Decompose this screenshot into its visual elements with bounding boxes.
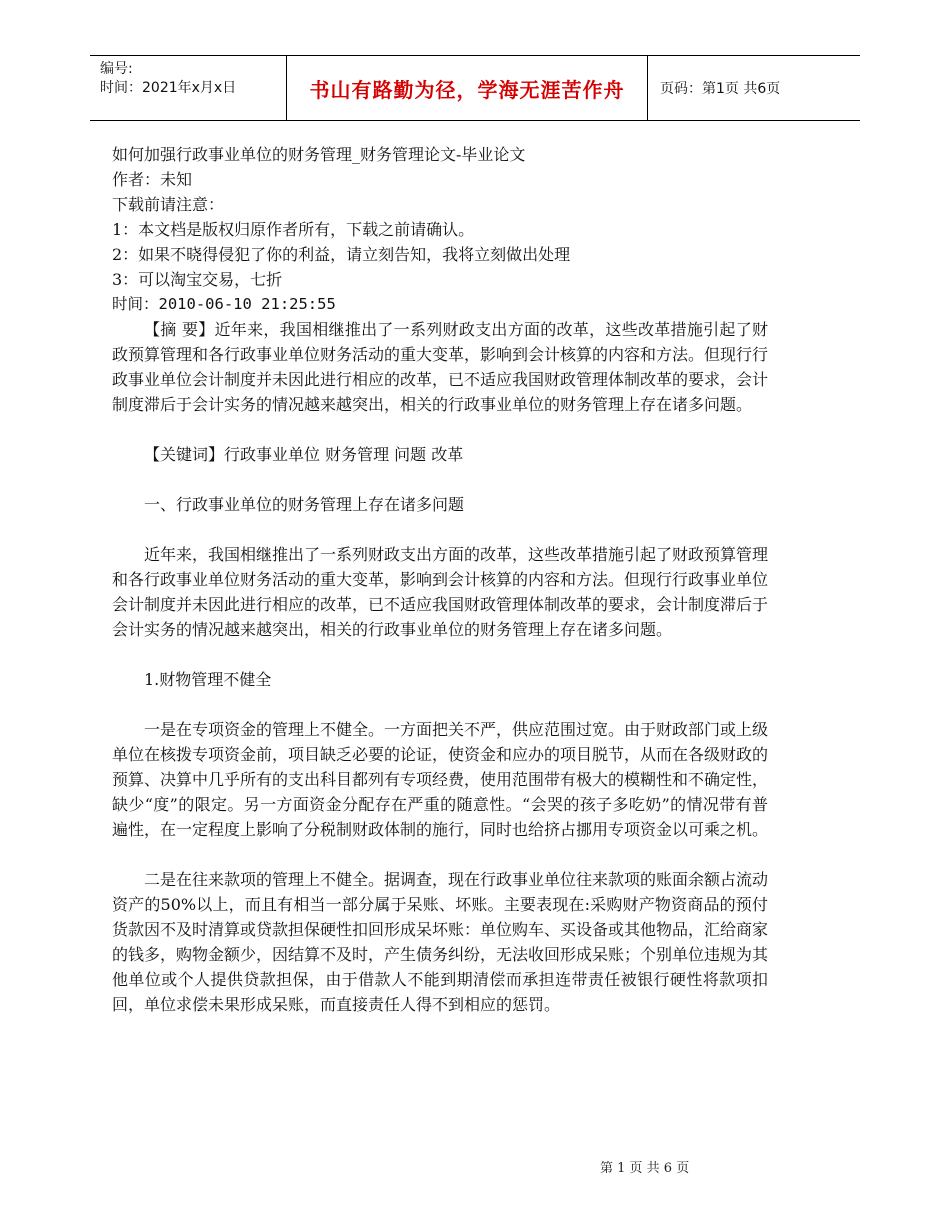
notice-title: 下载前请注意： — [112, 195, 225, 214]
document-title: 如何加强行政事业单位的财务管理_财务管理论文-毕业论文 — [112, 145, 526, 164]
notice-item-3: 3：可以淘宝交易，七折 — [112, 270, 283, 289]
section-heading-1: 一、行政事业单位的财务管理上存在诸多问题 — [144, 495, 465, 514]
notice-item-2: 2：如果不晓得侵犯了你的利益，请立刻告知，我将立刻做出处理 — [112, 245, 571, 264]
header-motto-cell — [286, 56, 648, 120]
page-header — [90, 55, 860, 121]
header-info — [90, 56, 286, 120]
page-footer: 第 1 页 共 6 页 — [600, 1161, 690, 1176]
author-line: 作者：未知 — [112, 170, 193, 189]
keywords-line: 【关键词】行政事业单位 财务管理 问题 改革 — [144, 445, 464, 464]
document-body — [112, 142, 768, 1017]
body-paragraph-1: 近年来，我国相继推出了一系列财政支出方面的改革，这些改革措施引起了财政预算管理和各行政事业单位财务活动的重大变革，影响到会计核算的内容和方法。但现行行政事业单位会计制度并未因此进行相应的改革，已不适应我国财政管理体制改革的要求，会计制度滞后于会计实务的情况越来越突出，相关的行政事业单位的财务管理上存在诸多问题。 — [112, 545, 769, 639]
header-page-cell — [648, 56, 860, 120]
number-label: 编号: — [100, 61, 133, 77]
time-line: 时间：2010-06-10 21:25:55 — [112, 295, 336, 313]
notice-item-1: 1：本文档是版权归原作者所有，下载之前请确认。 — [112, 220, 475, 239]
time-label: 时间：2021年x月x日 — [100, 80, 237, 96]
subsection-heading-1: 1.财物管理不健全 — [144, 670, 272, 689]
header-motto: 书山有路勤为径，学海无涯苦作舟 — [309, 77, 625, 102]
body-paragraph-2: 一是在专项资金的管理上不健全。一方面把关不严，供应范围过宽。由于财政部门或上级单位在核拨专项资金前，项目缺乏必要的论证，使资金和应办的项目脱节，从而在各级财政的预算、决算中几乎所有的支出科目都列有专项经费，使用范围带有极大的模糊性和不确定性，缺少“度”的限定。另一方面资金分配存在严重的随意性。“会哭的孩子多吃奶”的情况带有普遍性，在一定程度上影响了分税制财政体制的施行，同时也给挤占挪用专项资金以可乘之机。 — [112, 720, 769, 839]
page-label: 页码：第1页 共6页 — [660, 81, 781, 97]
body-paragraph-3: 二是在往来款项的管理上不健全。据调查，现在行政事业单位往来款项的账面余额占流动资产的50%以上，而且有相当一部分属于呆账、坏账。主要表现在:采购财产物资商品的预付货款因不及时清算或贷款担保硬性扣回形成呆坏账：单位购车、买设备或其他物品，汇给商家的钱多，购物金额少，因结算不及时，产生债务纠纷，无法收回形成呆账；个别单位违规为其他单位或个人提供贷款担保，由于借款人不能到期清偿而承担连带责任被银行硬性将款项扣回，单位求偿未果形成呆账，而直接责任人得不到相应的惩罚。 — [112, 870, 769, 1014]
abstract-paragraph: 【摘 要】近年来，我国相继推出了一系列财政支出方面的改革，这些改革措施引起了财政预算管理和各行政事业单位财务活动的重大变革，影响到会计核算的内容和方法。但现行行政事业单位会计制度并未因此进行相应的改革，已不适应我国财政管理体制改革的要求，会计制度滞后于会计实务的情况越来越突出，相关的行政事业单位的财务管理上存在诸多问题。 — [112, 320, 769, 414]
